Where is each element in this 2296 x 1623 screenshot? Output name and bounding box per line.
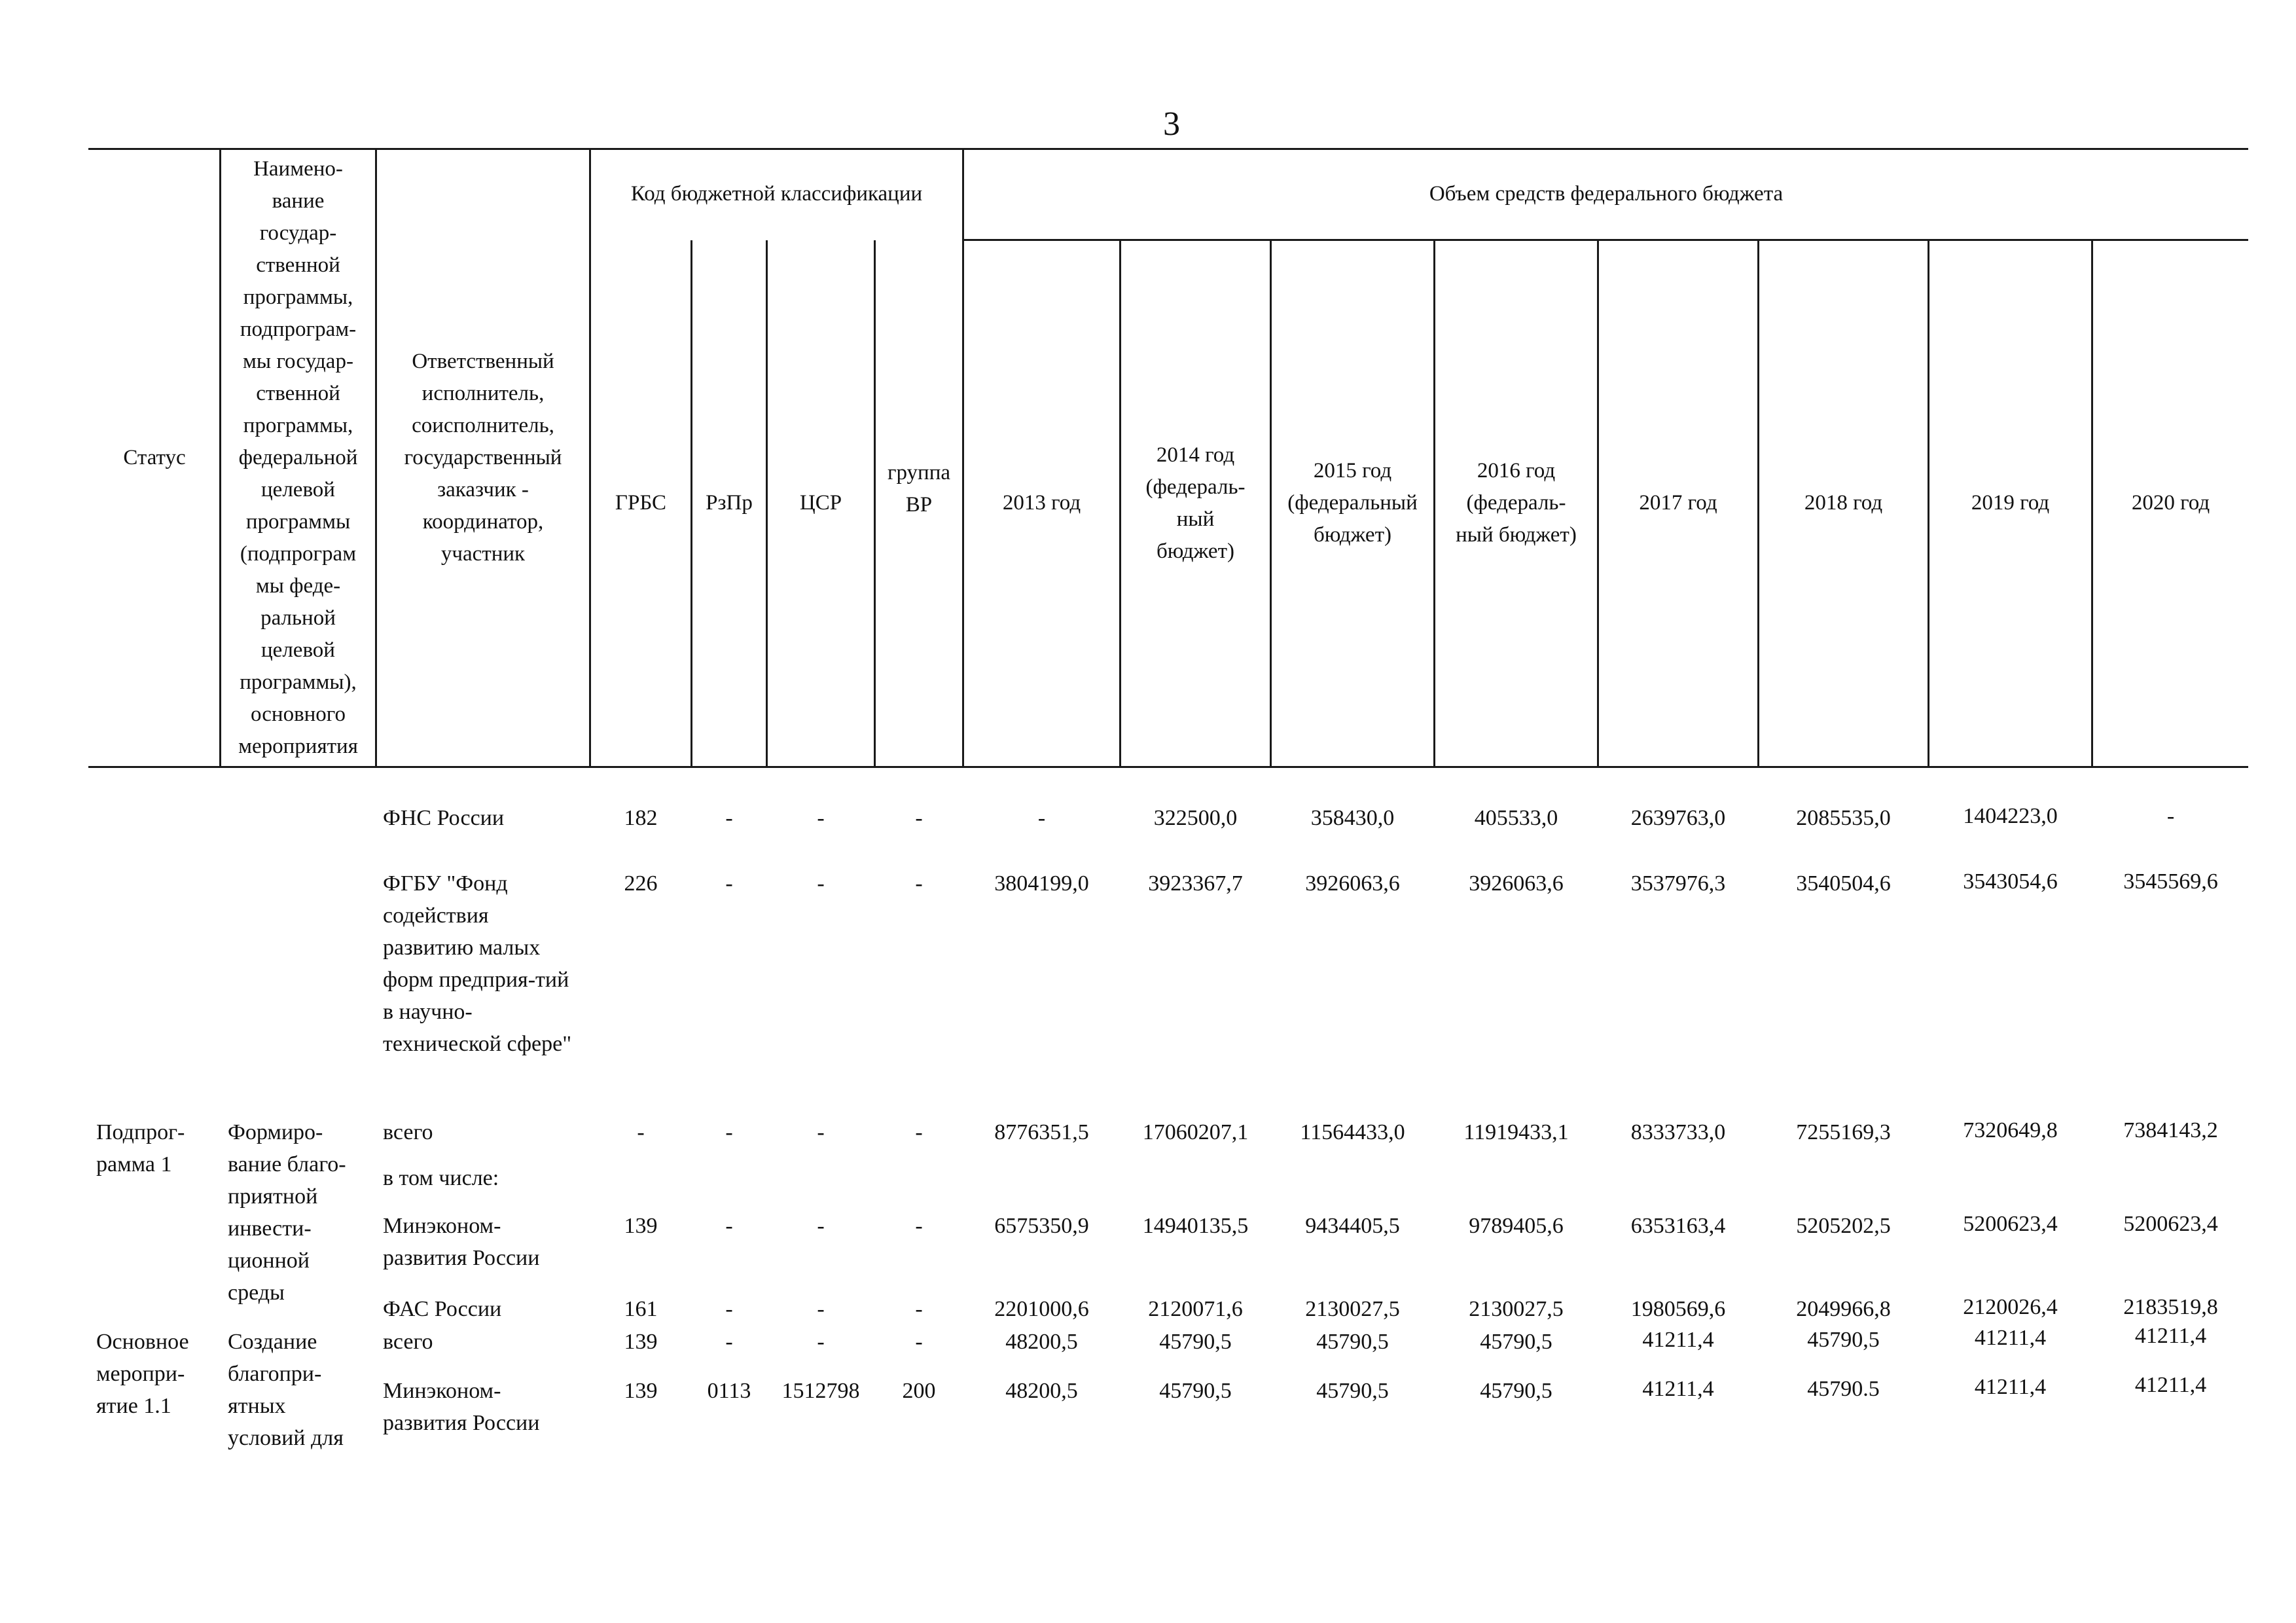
header-grbs: ГРБС	[615, 491, 667, 515]
value-2014: 45790,5	[1159, 1379, 1232, 1403]
grbs-cell: 182	[624, 806, 658, 830]
value-2020: 5200623,4	[2123, 1212, 2218, 1236]
value-2014: 45790,5	[1159, 1330, 1232, 1354]
value-2014: 17060207,1	[1142, 1120, 1249, 1144]
value-2020: -	[2166, 804, 2175, 828]
header-year-2017: 2017 год	[1639, 491, 1717, 515]
vr-cell: -	[915, 806, 923, 830]
value-2019: 41211,4	[1974, 1375, 2047, 1399]
grbs-cell: 161	[624, 1297, 658, 1321]
value-2016: 2130027,5	[1469, 1297, 1564, 1321]
value-2016: 11919433,1	[1463, 1120, 1569, 1144]
value-2017: 41211,4	[1642, 1328, 1714, 1352]
value-2019: 3543054,6	[1963, 869, 2058, 894]
value-2014: 322500,0	[1153, 806, 1238, 830]
value-2017: 3537976,3	[1630, 871, 1726, 896]
value-2015: 11564433,0	[1300, 1120, 1405, 1144]
value-2020: 7384143,2	[2123, 1118, 2218, 1142]
value-2017: 2639763,0	[1630, 806, 1726, 830]
header-program-name: Наимено- вание государ- ственной программы, подпрограм- мы государ- ственной программы, федеральной целевой программы (подпрограм мы феде- ральной целевой программы), основного мероприятия	[238, 156, 358, 758]
value-2018: 2085535,0	[1796, 806, 1891, 830]
status-cell: Основное меропри- ятие 1.1	[96, 1330, 189, 1418]
value-2018: 3540504,6	[1796, 871, 1891, 896]
csr-cell: -	[817, 1120, 825, 1144]
value-2019: 1404223,0	[1963, 804, 2058, 828]
executor-cell: всего	[383, 1330, 433, 1354]
header-year-2016: 2016 год (федераль- ный бюджет)	[1456, 459, 1577, 547]
executor-cell: ФНС России	[383, 806, 505, 830]
grbs-cell: 139	[624, 1330, 658, 1354]
csr-cell: -	[817, 1297, 825, 1321]
value-2020: 41211,4	[2134, 1324, 2207, 1348]
value-2013: -	[1037, 806, 1046, 830]
value-2016: 405533,0	[1474, 806, 1558, 830]
value-2017: 41211,4	[1642, 1377, 1714, 1401]
value-2015: 358430,0	[1310, 806, 1395, 830]
value-2018: 45790,5	[1807, 1328, 1880, 1352]
csr-cell: -	[817, 1214, 825, 1238]
value-2015: 2130027,5	[1305, 1297, 1400, 1321]
value-2013: 2201000,6	[994, 1297, 1089, 1321]
header-vr: группа ВР	[887, 461, 951, 517]
header-year-2019: 2019 год	[1971, 491, 2050, 515]
value-2013: 8776351,5	[994, 1120, 1089, 1144]
rzpr-cell: -	[725, 1330, 733, 1354]
value-2013: 48200,5	[1005, 1330, 1078, 1354]
header-year-2018: 2018 год	[1804, 491, 1883, 515]
header-status: Статус	[123, 445, 186, 469]
grbs-cell: -	[637, 1120, 645, 1144]
header-budget-code: Код бюджетной классификации	[630, 182, 923, 206]
value-2019: 5200623,4	[1963, 1212, 2058, 1236]
header-federal-volume: Объем средств федерального бюджета	[1429, 182, 1784, 206]
value-2016: 45790,5	[1480, 1330, 1552, 1354]
csr-cell: -	[817, 806, 825, 830]
grbs-cell: 139	[624, 1214, 658, 1238]
csr-cell: -	[817, 871, 825, 896]
value-2015: 45790,5	[1316, 1330, 1389, 1354]
value-2014: 3923367,7	[1148, 871, 1243, 896]
grbs-cell: 226	[624, 871, 658, 896]
value-2016: 45790,5	[1480, 1379, 1552, 1403]
value-2015: 9434405,5	[1305, 1214, 1400, 1238]
rzpr-cell: -	[725, 806, 733, 830]
value-2019: 41211,4	[1974, 1326, 2047, 1350]
value-2017: 6353163,4	[1630, 1214, 1726, 1238]
rzpr-cell: 0113	[707, 1379, 751, 1403]
status-cell: Подпрог- рамма 1	[96, 1120, 185, 1176]
header-year-2013: 2013 год	[1002, 491, 1081, 515]
page-number: 3	[1163, 105, 1180, 143]
value-2015: 45790,5	[1316, 1379, 1389, 1403]
program-name-cell: Формиро- вание благо- приятной инвести- ционной среды	[228, 1120, 346, 1305]
header-executor: Ответственный исполнитель, соисполнитель, государственный заказчик - координатор, участник	[404, 349, 562, 566]
vr-cell: -	[915, 1214, 923, 1238]
executor-cell: в том числе:	[383, 1166, 499, 1190]
csr-cell: 1512798	[781, 1379, 860, 1403]
executor-cell: ФАС России	[383, 1297, 502, 1321]
rzpr-cell: -	[725, 871, 733, 896]
header-year-2015: 2015 год (федеральный бюджет)	[1287, 459, 1418, 547]
value-2019: 7320649,8	[1963, 1118, 2058, 1142]
vr-cell: -	[915, 1120, 923, 1144]
value-2015: 3926063,6	[1305, 871, 1400, 896]
vr-cell: -	[915, 871, 923, 896]
program-name-cell: Создание благопри- ятных условий для	[228, 1330, 344, 1450]
header-rzpr: РзПр	[706, 491, 753, 515]
vr-cell: 200	[902, 1379, 936, 1403]
value-2013: 6575350,9	[994, 1214, 1089, 1238]
vr-cell: -	[915, 1297, 923, 1321]
header-csr: ЦСР	[799, 491, 842, 515]
value-2019: 2120026,4	[1963, 1295, 2058, 1319]
csr-cell: -	[817, 1330, 825, 1354]
executor-cell: Минэконом- развития России	[383, 1379, 540, 1435]
value-2017: 8333733,0	[1630, 1120, 1726, 1144]
rzpr-cell: -	[725, 1297, 733, 1321]
rzpr-cell: -	[725, 1214, 733, 1238]
value-2014: 14940135,5	[1142, 1214, 1249, 1238]
executor-cell: Минэконом- развития России	[383, 1214, 540, 1270]
value-2013: 3804199,0	[994, 871, 1089, 896]
header-year-2014: 2014 год (федераль- ный бюджет)	[1145, 443, 1246, 563]
value-2013: 48200,5	[1005, 1379, 1078, 1403]
value-2016: 3926063,6	[1469, 871, 1564, 896]
grbs-cell: 139	[624, 1379, 658, 1403]
vr-cell: -	[915, 1330, 923, 1354]
value-2018: 2049966,8	[1796, 1297, 1891, 1321]
value-2020: 41211,4	[2134, 1373, 2207, 1397]
value-2016: 9789405,6	[1469, 1214, 1564, 1238]
value-2014: 2120071,6	[1148, 1297, 1243, 1321]
value-2018: 45790.5	[1807, 1377, 1880, 1401]
value-2020: 3545569,6	[2123, 869, 2218, 894]
value-2017: 1980569,6	[1630, 1297, 1726, 1321]
executor-cell: ФГБУ "Фонд содействия развитию малых форм предприя-тий в научно-технической сфере"	[383, 871, 572, 1056]
value-2020: 2183519,8	[2123, 1295, 2218, 1319]
rzpr-cell: -	[725, 1120, 733, 1144]
executor-cell: всего	[383, 1120, 433, 1144]
header-year-2020: 2020 год	[2131, 491, 2210, 515]
value-2018: 5205202,5	[1796, 1214, 1891, 1238]
value-2018: 7255169,3	[1796, 1120, 1891, 1144]
